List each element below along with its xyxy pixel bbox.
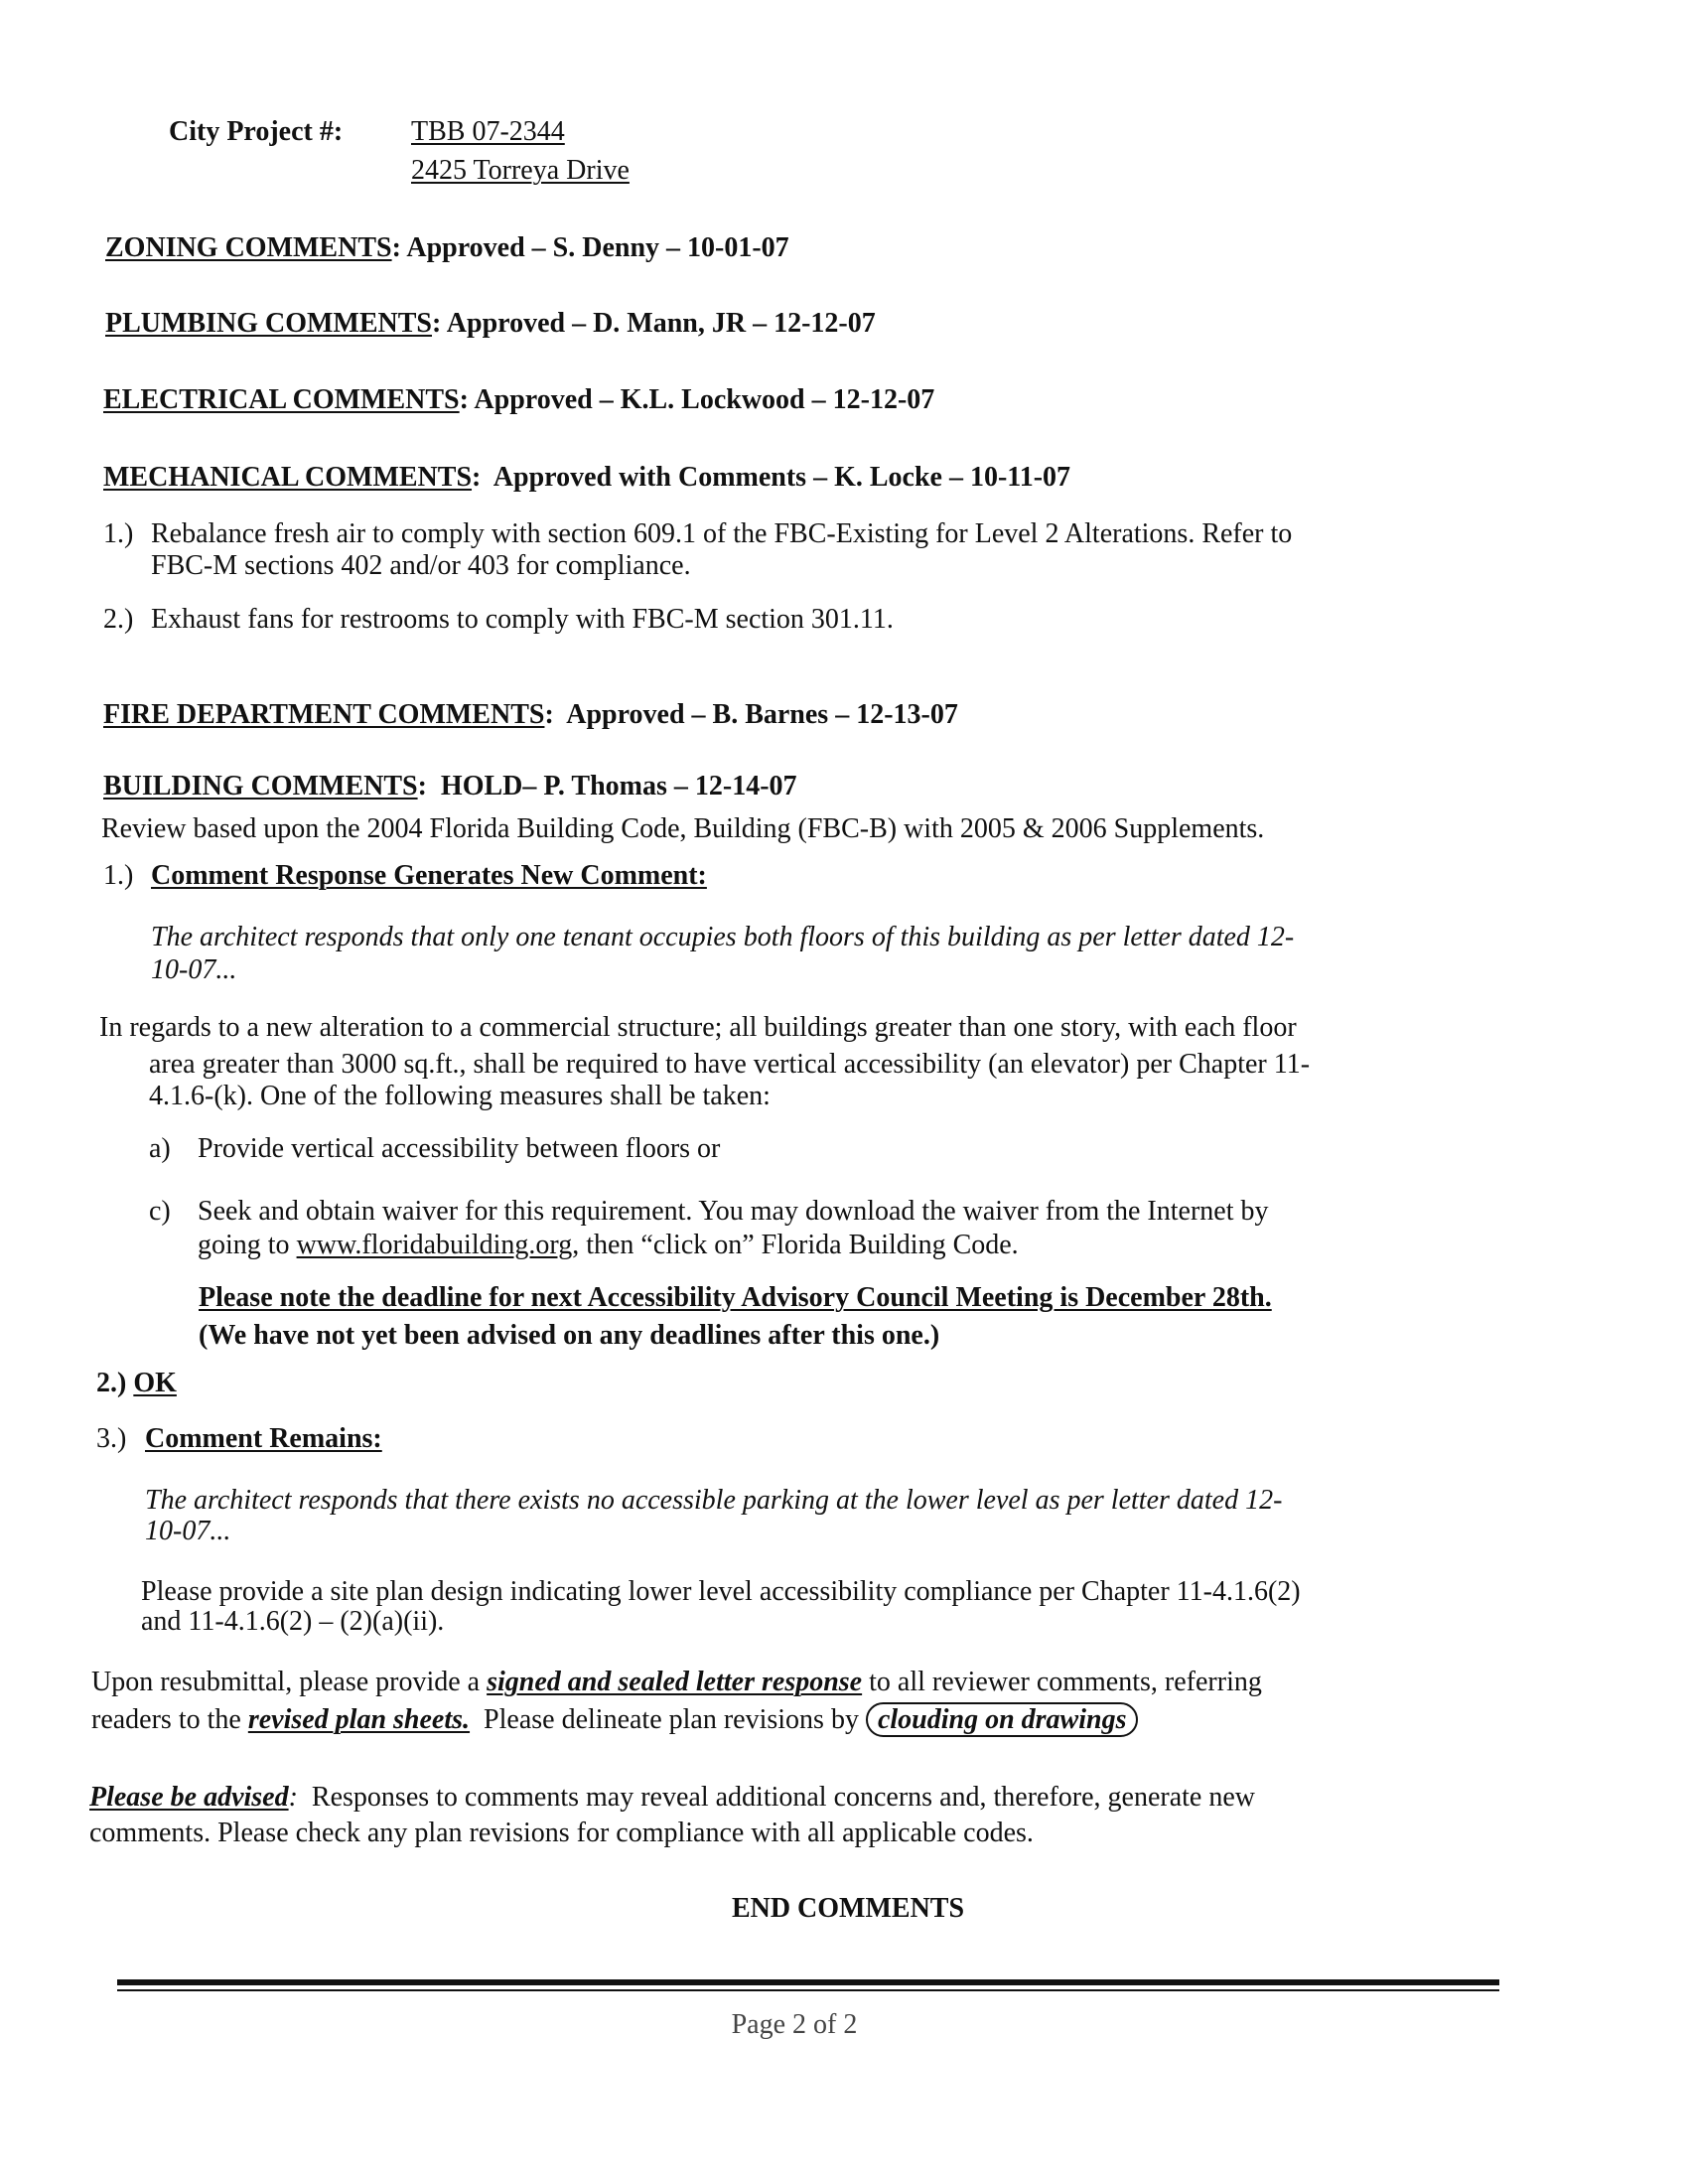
bldg-item-1-body: 4.1.6-(k). One of the following measures shall be taken:	[149, 1081, 771, 1111]
floridabuilding-link[interactable]: www.floridabuilding.org	[296, 1230, 573, 1260]
bldg-item-1-title: Comment Response Generates New Comment:	[151, 860, 707, 891]
option-a-text: Provide vertical accessibility between floors or	[198, 1133, 721, 1164]
plumbing-section: PLUMBING COMMENTS: Approved – D. Mann, JR – 12-12-07	[105, 308, 876, 339]
project-label: City Project #:	[169, 116, 344, 147]
resubmittal-emphasis: signed and sealed letter response	[487, 1667, 863, 1697]
mech-item-1-num: 1.)	[103, 518, 134, 549]
option-c-text: going to	[198, 1230, 297, 1260]
resubmittal-text: readers to the	[91, 1704, 248, 1735]
mech-item-2-num: 2.)	[103, 604, 134, 635]
bldg-item-1-num: 1.)	[103, 860, 134, 891]
bldg-item-3-num: 3.)	[96, 1423, 127, 1454]
bldg-item-3-body: Please provide a site plan design indicating lower level accessibility compliance per Chapter 11-4.1.6(2)	[141, 1576, 1301, 1607]
bldg-item-3-response: 10-07...	[145, 1516, 231, 1546]
zoning-label: ZONING COMMENTS	[105, 232, 392, 263]
fire-status: Approved – B. Barnes – 12-13-07	[566, 699, 958, 730]
bldg-item-1-body: area greater than 3000 sq.ft., shall be required to have vertical accessibility (an elevator) per Chapter 11-	[149, 1049, 1311, 1080]
end-comments: END COMMENTS	[731, 1893, 965, 1924]
page-number: Page 2 of 2	[731, 2009, 858, 2040]
bldg-item-1-body: In regards to a new alteration to a commercial structure; all buildings greater than one story, with each floor	[99, 1012, 1297, 1043]
option-c-text: , then “click on” Florida Building Code.	[572, 1230, 1019, 1260]
mech-item-2-line: Exhaust fans for restrooms to comply with FBC-M section 301.11.	[151, 604, 894, 635]
electrical-section: ELECTRICAL COMMENTS: Approved – K.L. Lockwood – 12-12-07	[103, 384, 935, 415]
project-number: TBB 07-2344	[411, 116, 565, 147]
advised-line	[89, 1781, 1255, 1815]
building-review: Review based upon the 2004 Florida Building Code, Building (FBC-B) with 2005 & 2006 Supplements.	[101, 813, 1265, 844]
fire-label: FIRE DEPARTMENT COMMENTS	[103, 699, 545, 730]
resubmittal-text: Upon resubmittal, please provide a	[91, 1667, 488, 1697]
bldg-item-3-title: Comment Remains:	[145, 1423, 382, 1454]
mech-item-1-line: FBC-M sections 402 and/or 403 for compliance.	[151, 550, 691, 581]
bldg-item-1-response: 10-07...	[151, 954, 237, 985]
clouding-annotation: clouding on drawings	[866, 1702, 1139, 1737]
advised-label: Please be advised	[89, 1782, 289, 1813]
electrical-label: ELECTRICAL COMMENTS	[103, 384, 460, 415]
building-label: BUILDING COMMENTS	[103, 771, 418, 801]
bldg-item-1-response: The architect responds that only one tenant occupies both floors of this building as per letter dated 12-	[151, 922, 1295, 952]
mechanical-section: MECHANICAL COMMENTS: Approved with Comments – K. Locke – 10-11-07	[103, 462, 1071, 493]
advised-text: comments. Please check any plan revisions for compliance with all applicable codes.	[89, 1818, 1034, 1848]
footer-rule	[117, 1979, 1499, 1985]
bldg-item-2-text: OK	[133, 1368, 177, 1398]
building-status: HOLD– P. Thomas – 12-14-07	[440, 771, 797, 801]
plumbing-status: Approved – D. Mann, JR – 12-12-07	[446, 308, 876, 339]
resubmittal-line	[91, 1666, 1262, 1699]
building-section: BUILDING COMMENTS: HOLD– P. Thomas – 12-14-07	[103, 771, 797, 801]
bldg-item-2-num: 2.)	[96, 1368, 127, 1398]
fire-section: FIRE DEPARTMENT COMMENTS: Approved – B. Barnes – 12-13-07	[103, 699, 958, 730]
advised-text: Responses to comments may reveal additional concerns and, therefore, generate new	[297, 1782, 1256, 1813]
project-address: 2425 Torreya Drive	[411, 155, 630, 186]
bldg-item-3-response: The architect responds that there exists no accessible parking at the lower level as per letter dated 12-	[145, 1485, 1283, 1516]
option-c-line: Seek and obtain waiver for this requirement. You may download the waiver from the Internet by	[198, 1196, 1269, 1227]
option-a-mark: a)	[149, 1133, 171, 1164]
resubmittal-emphasis: revised plan sheets.	[247, 1704, 471, 1735]
zoning-status: Approved – S. Denny – 10-01-07	[406, 232, 789, 263]
deadline-notice: Please note the deadline for next Accessibility Advisory Council Meeting is December 28th.	[199, 1282, 1272, 1313]
deadline-note: (We have not yet been advised on any deadlines after this one.)	[199, 1320, 940, 1351]
resubmittal-text: Please delineate plan revisions by	[470, 1704, 866, 1735]
option-c-line	[198, 1229, 1019, 1262]
mechanical-status: Approved with Comments – K. Locke – 10-11-07	[492, 462, 1071, 493]
footer-rule-thin	[117, 1989, 1499, 1991]
mech-item-1-line: Rebalance fresh air to comply with section 609.1 of the FBC-Existing for Level 2 Alterations. Refer to	[151, 518, 1293, 549]
plumbing-label: PLUMBING COMMENTS	[105, 308, 432, 339]
electrical-status: Approved – K.L. Lockwood – 12-12-07	[474, 384, 935, 415]
bldg-item-2	[96, 1367, 177, 1400]
zoning-section: ZONING COMMENTS: Approved – S. Denny – 10-01-07	[105, 232, 789, 263]
mechanical-label: MECHANICAL COMMENTS	[103, 462, 473, 493]
resubmittal-text: to all reviewer comments, referring	[862, 1667, 1262, 1697]
advised-colon: :	[288, 1782, 298, 1813]
resubmittal-line	[91, 1703, 1138, 1737]
option-c-mark: c)	[149, 1196, 171, 1227]
bldg-item-3-body: and 11-4.1.6(2) – (2)(a)(ii).	[141, 1606, 445, 1637]
